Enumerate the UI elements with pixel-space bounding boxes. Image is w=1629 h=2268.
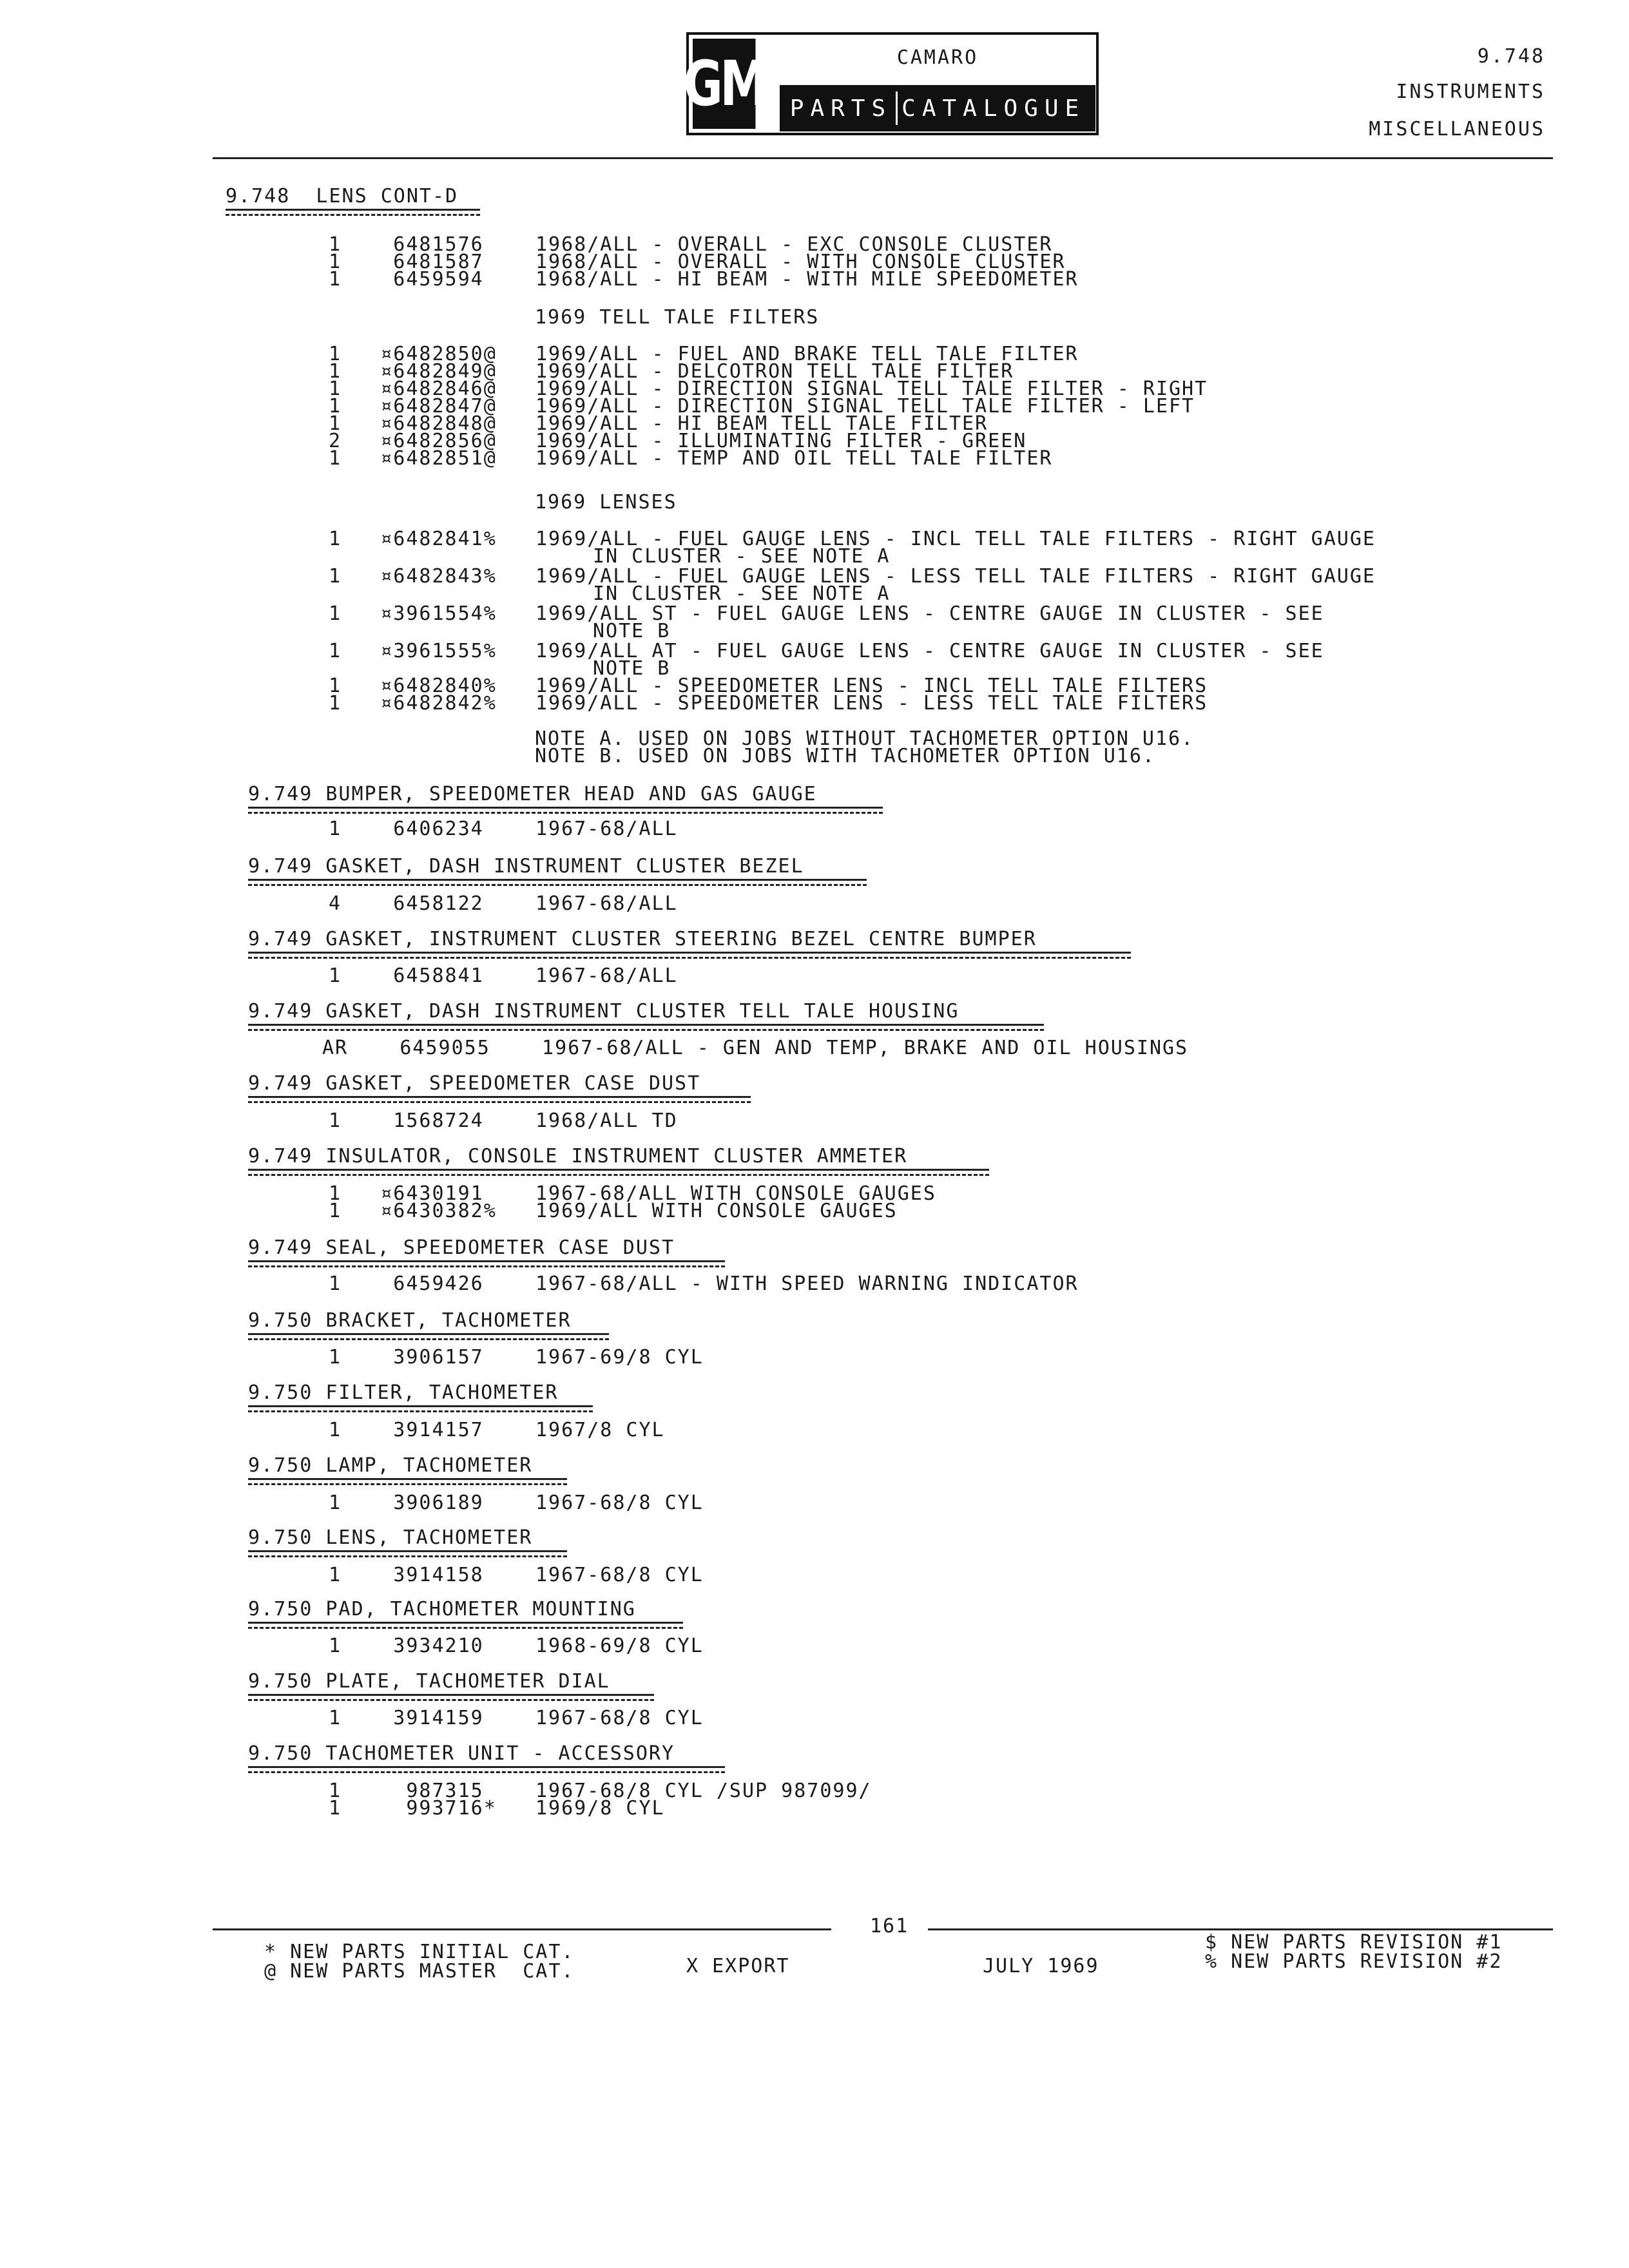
legend-initial: * NEW PARTS INITIAL CAT.	[264, 1941, 575, 1963]
model-name: CAMARO	[896, 46, 979, 69]
heading-dash-rule	[248, 957, 1131, 959]
part-line: NOTE B	[593, 657, 671, 680]
part-line: 1 6459594 1968/ALL - HI BEAM - WITH MILE SPEEDOMETER	[329, 268, 1079, 291]
heading-dash-rule	[248, 1101, 751, 1103]
heading-underline	[226, 209, 480, 211]
catalogue-banner	[780, 85, 1095, 131]
heading-underline	[248, 1405, 593, 1407]
heading-dash-rule	[248, 1627, 683, 1629]
legend-revision-2: % NEW PARTS REVISION #2	[1205, 1950, 1503, 1973]
part-line: 1 ¤6430191 1967-68/ALL WITH CONSOLE GAUGES	[329, 1182, 936, 1205]
heading-underline	[248, 807, 883, 809]
part-line: NOTE B. USED ON JOBS WITH TACHOMETER OPTION U16.	[535, 745, 1155, 767]
section-heading: 9.749 BUMPER, SPEEDOMETER HEAD AND GAS GAUGE	[248, 783, 817, 805]
heading-underline	[248, 1478, 567, 1480]
heading-underline	[248, 1333, 609, 1335]
part-line: 1969 TELL TALE FILTERS	[535, 306, 820, 329]
page-number: 161	[870, 1915, 909, 1937]
group-title: INSTRUMENTS	[1396, 81, 1545, 103]
part-line: 1 993716* 1969/8 CYL	[329, 1797, 665, 1820]
part-line: 1 ¤3961555% 1969/ALL AT - FUEL GAUGE LENS - CENTRE GAUGE IN CLUSTER - SEE	[329, 640, 1324, 662]
section-heading: 9.748 LENS CONT-D	[226, 185, 459, 207]
heading-underline	[248, 1550, 567, 1552]
part-line: 1 6481587 1968/ALL - OVERALL - WITH CONSOLE CLUSTER	[329, 251, 1066, 273]
heading-underline	[248, 1024, 1044, 1026]
part-line: 1 3914159 1967-68/8 CYL	[329, 1707, 704, 1729]
heading-underline	[248, 879, 867, 881]
heading-underline	[248, 1260, 725, 1262]
page-code: 9.748	[1477, 45, 1545, 68]
part-line: 1 3914157 1967/8 CYL	[329, 1419, 665, 1441]
part-line: 4 6458122 1967-68/ALL	[329, 892, 678, 915]
export-legend: X EXPORT	[686, 1955, 790, 1977]
part-line: 1 ¤3961554% 1969/ALL ST - FUEL GAUGE LENS - CENTRE GAUGE IN CLUSTER - SEE	[329, 602, 1324, 625]
heading-underline	[248, 1694, 654, 1696]
gm-logo: GM	[693, 39, 756, 129]
heading-dash-rule	[248, 812, 883, 814]
section-heading: 9.750 PAD, TACHOMETER MOUNTING	[248, 1598, 636, 1620]
heading-dash-rule	[248, 1338, 609, 1340]
header-rule	[213, 157, 1553, 159]
legend-revision-1: $ NEW PARTS REVISION #1	[1205, 1931, 1503, 1954]
part-line: 1 3934210 1968-69/8 CYL	[329, 1635, 704, 1657]
heading-dash-rule	[248, 1410, 593, 1412]
part-line: NOTE B	[593, 620, 671, 642]
heading-dash-rule	[248, 1483, 567, 1485]
heading-underline	[248, 1622, 683, 1624]
part-line: 1 ¤6482840% 1969/ALL - SPEEDOMETER LENS - INCL TELL TALE FILTERS	[329, 675, 1208, 697]
heading-dash-rule	[248, 1029, 1044, 1031]
part-line: NOTE A. USED ON JOBS WITHOUT TACHOMETER OPTION U16.	[535, 727, 1195, 750]
section-heading: 9.749 INSULATOR, CONSOLE INSTRUMENT CLUSTER AMMETER	[248, 1145, 908, 1168]
part-line: 1 ¤6482847@ 1969/ALL - DIRECTION SIGNAL TELL TALE FILTER - LEFT	[329, 395, 1195, 418]
part-line: IN CLUSTER - SEE NOTE A	[593, 545, 891, 568]
section-heading: 9.750 LAMP, TACHOMETER	[248, 1454, 533, 1477]
section-heading: 9.750 BRACKET, TACHOMETER	[248, 1309, 572, 1332]
part-line: 1 ¤6482843% 1969/ALL - FUEL GAUGE LENS - LESS TELL TALE FILTERS - RIGHT GAUGE	[329, 565, 1376, 588]
part-line: 1969 LENSES	[535, 491, 677, 514]
section-heading: 9.749 GASKET, DASH INSTRUMENT CLUSTER BEZEL	[248, 855, 804, 878]
footer-rule-right	[928, 1928, 1553, 1930]
section-heading: 9.749 SEAL, SPEEDOMETER CASE DUST	[248, 1236, 675, 1259]
heading-dash-rule	[248, 1174, 989, 1176]
part-line: 1 ¤6482850@ 1969/ALL - FUEL AND BRAKE TELL TALE FILTER	[329, 343, 1079, 365]
catalogue-right: CATALOGUE	[901, 95, 1086, 122]
heading-dash-rule	[248, 1555, 567, 1557]
heading-dash-rule	[248, 1699, 654, 1701]
part-line: 1 6406234 1967-68/ALL	[329, 818, 678, 840]
part-line: 1 6459426 1967-68/ALL - WITH SPEED WARNING INDICATOR	[329, 1273, 1079, 1295]
part-line: 1 3914158 1967-68/8 CYL	[329, 1564, 704, 1586]
footer-rule-left	[213, 1928, 831, 1930]
section-heading: 9.749 GASKET, SPEEDOMETER CASE DUST	[248, 1072, 701, 1095]
section-heading: 9.750 TACHOMETER UNIT - ACCESSORY	[248, 1742, 675, 1765]
heading-dash-rule	[248, 1771, 725, 1773]
heading-dash-rule	[248, 1265, 725, 1267]
catalogue-divider	[896, 91, 898, 125]
part-line: 1 6458841 1967-68/ALL	[329, 965, 678, 987]
heading-underline	[248, 1766, 725, 1768]
part-line: 1 ¤6482842% 1969/ALL - SPEEDOMETER LENS - LESS TELL TALE FILTERS	[329, 692, 1208, 715]
subgroup-title: MISCELLANEOUS	[1369, 118, 1545, 140]
catalogue-left: PARTS	[789, 95, 892, 122]
part-line: 1 987315 1967-68/8 CYL /SUP 987099/	[329, 1780, 872, 1802]
part-line: 1 6481576 1968/ALL - OVERALL - EXC CONSOLE CLUSTER	[329, 233, 1053, 256]
part-line: 2 ¤6482856@ 1969/ALL - ILLUMINATING FILTER - GREEN	[329, 430, 1027, 452]
part-line: 1 ¤6482848@ 1969/ALL - HI BEAM TELL TALE FILTER	[329, 412, 988, 435]
section-heading: 9.750 FILTER, TACHOMETER	[248, 1381, 559, 1404]
part-line: 1 3906189 1967-68/8 CYL	[329, 1492, 704, 1514]
heading-dash-rule	[248, 884, 867, 886]
part-line: AR 6459055 1967-68/ALL - GEN AND TEMP, BRAKE AND OIL HOUSINGS	[322, 1037, 1189, 1059]
part-line: 1 3906157 1967-69/8 CYL	[329, 1346, 704, 1369]
part-line: 1 ¤6482846@ 1969/ALL - DIRECTION SIGNAL TELL TALE FILTER - RIGHT	[329, 378, 1208, 400]
legend-master: @ NEW PARTS MASTER CAT.	[264, 1960, 575, 1983]
section-heading: 9.750 LENS, TACHOMETER	[248, 1526, 533, 1549]
part-line: 1 ¤6482851@ 1969/ALL - TEMP AND OIL TELL TALE FILTER	[329, 447, 1053, 470]
catalogue-date: JULY 1969	[983, 1955, 1099, 1977]
heading-underline	[248, 1096, 751, 1098]
heading-dash-rule	[226, 214, 480, 216]
section-heading: 9.749 GASKET, INSTRUMENT CLUSTER STEERING BEZEL CENTRE BUMPER	[248, 928, 1037, 950]
heading-underline	[248, 1169, 989, 1171]
heading-underline	[248, 952, 1131, 954]
part-line: 1 ¤6482841% 1969/ALL - FUEL GAUGE LENS - INCL TELL TALE FILTERS - RIGHT GAUGE	[329, 528, 1376, 550]
part-line: 1 1568724 1968/ALL TD	[329, 1110, 678, 1132]
part-line: 1 ¤6430382% 1969/ALL WITH CONSOLE GAUGES	[329, 1200, 898, 1222]
part-line: 1 ¤6482849@ 1969/ALL - DELCOTRON TELL TALE FILTER	[329, 360, 1014, 383]
section-heading: 9.749 GASKET, DASH INSTRUMENT CLUSTER TELL TALE HOUSING	[248, 1000, 959, 1023]
section-heading: 9.750 PLATE, TACHOMETER DIAL	[248, 1670, 610, 1693]
part-line: IN CLUSTER - SEE NOTE A	[593, 582, 891, 605]
